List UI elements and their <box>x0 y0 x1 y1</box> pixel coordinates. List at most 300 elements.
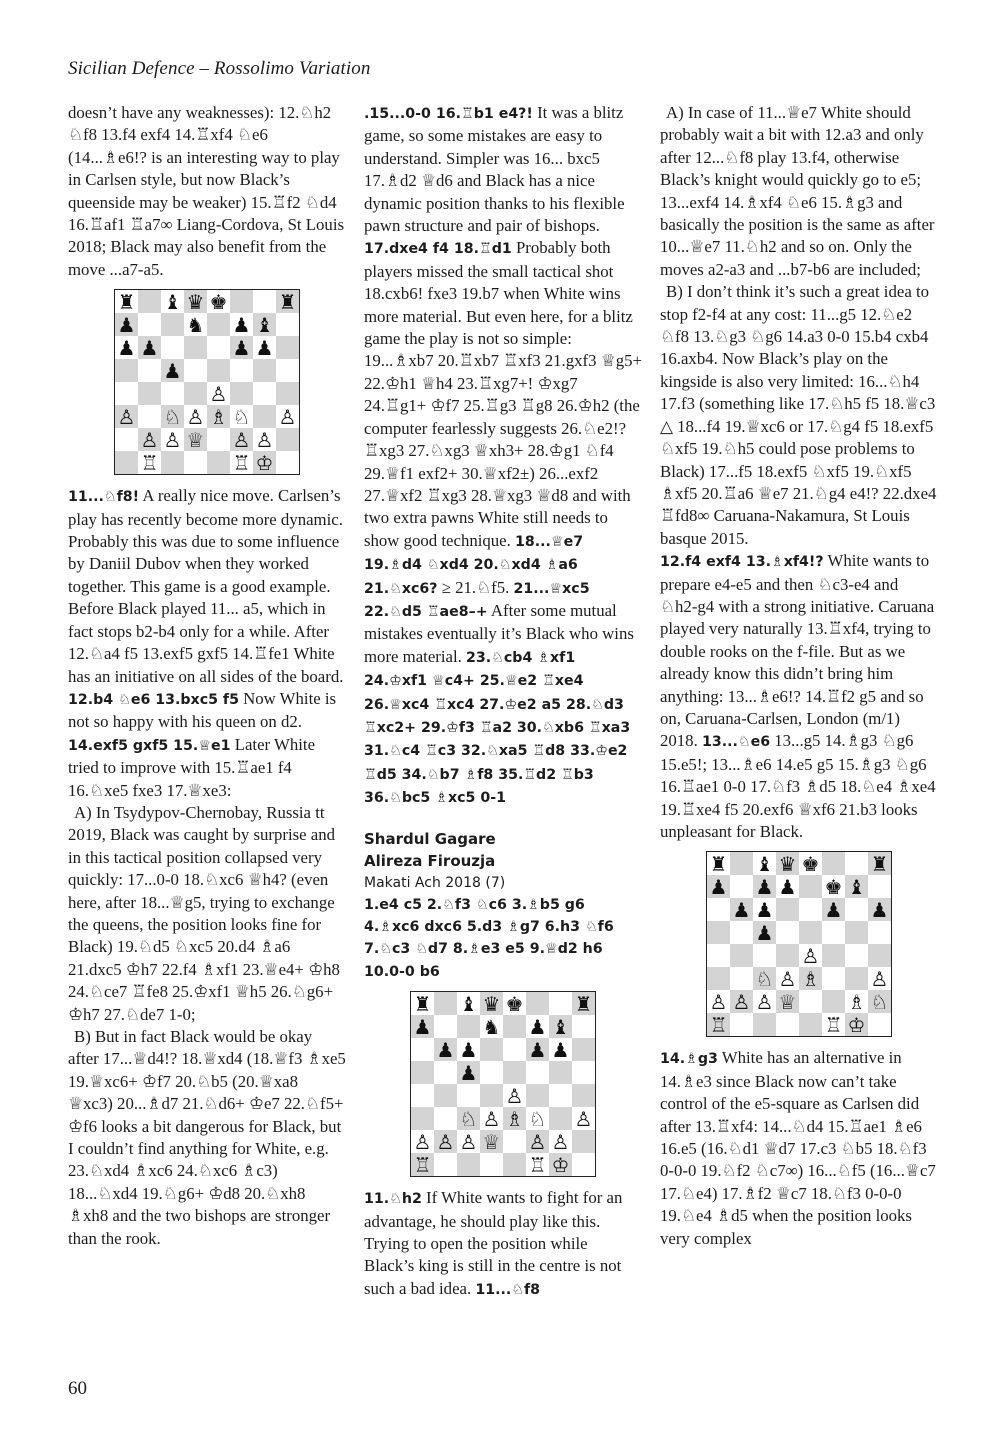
board-square <box>503 1084 526 1107</box>
paragraph <box>68 802 346 1026</box>
board-square <box>480 1107 503 1130</box>
board-square <box>253 428 276 451</box>
board-square <box>207 313 230 336</box>
board-square <box>207 336 230 359</box>
board-square <box>845 990 868 1013</box>
board-square <box>230 382 253 405</box>
board-square <box>572 1153 595 1176</box>
game-player-name: Shardul Gagare <box>364 829 496 848</box>
board-square <box>503 1061 526 1084</box>
board-square <box>799 967 822 990</box>
board-square <box>230 290 253 313</box>
board-square <box>207 405 230 428</box>
black-pawn-icon: ♟ <box>413 1014 432 1039</box>
board-square <box>549 1084 572 1107</box>
white-knight-icon: ♘ <box>163 404 182 429</box>
board-square <box>276 382 299 405</box>
board-square <box>161 290 184 313</box>
commentary-text: It was a blitz game, so some mistakes are easy to understand. Simpler was 16... bxc5 17.♗d2 ♕d6 and Black has a nice dynamic position thanks to his flexible pawn structure and pair of bishops. <box>364 103 625 236</box>
board-square <box>822 898 845 921</box>
board-square <box>411 1061 434 1084</box>
board-square <box>822 921 845 944</box>
paragraph <box>364 102 642 810</box>
white-rook-icon: ♖ <box>528 1152 547 1177</box>
white-pawn-icon: ♙ <box>163 427 182 452</box>
black-pawn-icon: ♟ <box>755 874 774 899</box>
board-square <box>845 921 868 944</box>
black-pawn-icon: ♟ <box>255 335 274 360</box>
white-pawn-icon: ♙ <box>413 1129 432 1154</box>
board-square <box>207 382 230 405</box>
board-square <box>730 875 753 898</box>
white-pawn-icon: ♙ <box>140 427 159 452</box>
white-bishop-icon: ♗ <box>505 1106 524 1131</box>
white-queen-icon: ♕ <box>186 427 205 452</box>
move-notation: 18...♕e7 19.♗d4 ♘xd4 20.♘xd4 ♗a6 21.♘xc6? <box>364 533 584 597</box>
board-square <box>822 967 845 990</box>
black-queen-icon: ♛ <box>778 851 797 876</box>
board-square <box>776 990 799 1013</box>
board-square <box>707 852 730 875</box>
board-square <box>845 967 868 990</box>
black-pawn-icon: ♟ <box>163 358 182 383</box>
chess-board <box>114 289 300 475</box>
board-square <box>503 1015 526 1038</box>
black-pawn-icon: ♟ <box>232 335 251 360</box>
board-square <box>799 990 822 1013</box>
board-square <box>138 382 161 405</box>
white-queen-icon: ♕ <box>778 989 797 1014</box>
black-king-icon: ♚ <box>505 991 524 1016</box>
board-square <box>730 944 753 967</box>
black-rook-icon: ♜ <box>413 991 432 1016</box>
board-square <box>138 336 161 359</box>
board-square <box>707 944 730 967</box>
board-square <box>161 428 184 451</box>
white-knight-icon: ♘ <box>232 404 251 429</box>
board-square <box>753 967 776 990</box>
board-square <box>753 875 776 898</box>
board-square <box>572 1107 595 1130</box>
board-square <box>230 405 253 428</box>
board-square <box>457 1084 480 1107</box>
board-square <box>549 1061 572 1084</box>
board-square <box>707 990 730 1013</box>
board-square <box>161 359 184 382</box>
board-square <box>184 382 207 405</box>
board-square <box>253 290 276 313</box>
black-pawn-icon: ♟ <box>709 874 728 899</box>
board-square <box>457 1061 480 1084</box>
board-square <box>411 1084 434 1107</box>
board-square <box>572 1084 595 1107</box>
white-rook-icon: ♖ <box>413 1152 432 1177</box>
black-pawn-icon: ♟ <box>232 312 251 337</box>
commentary-text: B) But in fact Black would be okay after 17...♕d4!? 18.♕xd4 (18.♕f3 ♗xe5 19.♕xc6+ ♔f7 20.♘b5 (20.♕xa8 ♕xc3) 20...♗d7 21.♘d6+ ♔e7 22.♘f5+ ♔f6 looks a bit dangerous for Black, but I couldn’t find anything for White, e.g. 23.♘xd4 ♗xc6 24.♘xc6 ♗c3) 18...♘xd4 19.♘g6+ ♔d8 20.♘xh8 ♗xh8 and the two bishops are stronger than the rook. <box>68 1027 346 1248</box>
board-square <box>503 1107 526 1130</box>
white-pawn-icon: ♙ <box>232 427 251 452</box>
board-square <box>115 290 138 313</box>
board-square <box>845 1013 868 1036</box>
board-square <box>276 290 299 313</box>
black-pawn-icon: ♟ <box>528 1014 547 1039</box>
board-square <box>549 1038 572 1061</box>
board-square <box>753 1013 776 1036</box>
white-queen-icon: ♕ <box>482 1129 501 1154</box>
board-square <box>138 290 161 313</box>
board-square <box>572 1015 595 1038</box>
black-rook-icon: ♜ <box>117 289 136 314</box>
board-square <box>253 382 276 405</box>
white-rook-icon: ♖ <box>232 450 251 475</box>
move-notation: 12.f4 exf4 13.♗xf4!? <box>660 554 824 571</box>
paragraph <box>660 281 938 550</box>
board-square <box>138 405 161 428</box>
move-notation: 13...♘e6 <box>701 734 771 751</box>
board-square <box>161 313 184 336</box>
game-player-name: Alireza Firouzja <box>364 851 496 870</box>
column-1 <box>68 102 346 1250</box>
board-square <box>434 1130 457 1153</box>
board-square <box>276 405 299 428</box>
chess-diagram <box>364 991 642 1177</box>
board-square <box>184 451 207 474</box>
board-square <box>184 428 207 451</box>
black-rook-icon: ♜ <box>278 289 297 314</box>
black-knight-icon: ♞ <box>482 1014 501 1039</box>
board-square <box>776 1013 799 1036</box>
board-square <box>822 990 845 1013</box>
board-square <box>411 1015 434 1038</box>
board-square <box>799 875 822 898</box>
board-square <box>230 428 253 451</box>
board-square <box>253 359 276 382</box>
board-square <box>207 428 230 451</box>
chess-diagram <box>660 851 938 1037</box>
board-square <box>822 852 845 875</box>
board-square <box>457 1038 480 1061</box>
black-pawn-icon: ♟ <box>870 897 889 922</box>
black-bishop-icon: ♝ <box>163 289 182 314</box>
column-2 <box>364 102 642 1301</box>
black-king-icon: ♚ <box>824 874 843 899</box>
white-pawn-icon: ♙ <box>255 427 274 452</box>
chess-board <box>706 851 892 1037</box>
move-notation: 11...♘f8 <box>475 1281 541 1298</box>
board-square <box>776 898 799 921</box>
white-pawn-icon: ♙ <box>117 404 136 429</box>
board-square <box>776 875 799 898</box>
board-square <box>707 967 730 990</box>
board-square <box>434 1015 457 1038</box>
commentary-text: Later White tried to improve with 15.♖ae1 f4 16.♘xe5 fxe3 17.♕xe3: <box>68 734 316 800</box>
board-square <box>480 1038 503 1061</box>
paragraph <box>68 1026 346 1250</box>
board-square <box>276 313 299 336</box>
move-notation: 11...♘f8! <box>68 489 140 506</box>
black-pawn-icon: ♟ <box>117 335 136 360</box>
black-rook-icon: ♜ <box>574 991 593 1016</box>
white-bishop-icon: ♗ <box>801 966 820 991</box>
board-square <box>434 1038 457 1061</box>
black-bishop-icon: ♝ <box>847 874 866 899</box>
game-moves: 1.e4 c5 2.♘f3 ♘c6 3.♗b5 g6 4.♗xc6 dxc6 5.d3 ♗g7 6.h3 ♘f6 7.♘c3 ♘d7 8.♗e3 e5 9.♕d2 h6 10.0-0 b6 <box>364 896 614 980</box>
board-square <box>753 852 776 875</box>
board-square <box>276 359 299 382</box>
board-square <box>115 405 138 428</box>
running-head: Sicilian Defence – Rossolimo Variation <box>68 58 371 79</box>
board-square <box>276 451 299 474</box>
white-pawn-icon: ♙ <box>459 1129 478 1154</box>
board-square <box>184 405 207 428</box>
board-square <box>434 1107 457 1130</box>
board-square <box>526 992 549 1015</box>
black-bishop-icon: ♝ <box>459 991 478 1016</box>
board-square <box>572 1061 595 1084</box>
board-square <box>776 921 799 944</box>
commentary-text: A) In Tsydypov-Chernobay, Russia tt 2019, Black was caught by surprise and in this tactical position collapsed very quickly: 17...0-0 18.♘xc6 ♕h4? (even here, after 18...♕g5, trying to exchange the queens, the position looks fine for Black) 19.♘d5 ♘xc5 20.d4 ♗a6 21.dxc5 ♔h7 22.f4 ♗xf1 23.♕e4+ ♔h8 24.♘ce7 ♖fe8 25.♔xf1 ♕h5 26.♘g6+ ♔h7 27.♘de7 1-0; <box>68 802 340 1024</box>
board-square <box>138 313 161 336</box>
board-square <box>845 944 868 967</box>
commentary-text: If White wants to fight for an advantage, he should play like this. Trying to open the position while Black’s king is still in the centre is not such a bad idea. <box>364 1188 623 1298</box>
black-pawn-icon: ♟ <box>436 1037 455 1062</box>
board-square <box>753 898 776 921</box>
board-square <box>868 898 891 921</box>
board-square <box>276 336 299 359</box>
board-square <box>253 405 276 428</box>
black-pawn-icon: ♟ <box>117 312 136 337</box>
board-square <box>549 1015 572 1038</box>
board-square <box>526 1015 549 1038</box>
board-square <box>707 1013 730 1036</box>
black-bishop-icon: ♝ <box>255 312 274 337</box>
board-square <box>138 451 161 474</box>
board-square <box>411 1038 434 1061</box>
board-square <box>253 451 276 474</box>
board-square <box>572 1038 595 1061</box>
move-notation: 11.♘h2 <box>364 1191 422 1208</box>
white-pawn-icon: ♙ <box>870 966 889 991</box>
board-square <box>184 359 207 382</box>
move-notation: 14.♗g3 <box>660 1051 718 1068</box>
board-square <box>184 290 207 313</box>
white-bishop-icon: ♗ <box>209 404 228 429</box>
board-square <box>480 1061 503 1084</box>
board-square <box>799 898 822 921</box>
paragraph <box>68 485 346 802</box>
black-queen-icon: ♛ <box>186 289 205 314</box>
black-pawn-icon: ♟ <box>755 897 774 922</box>
black-pawn-icon: ♟ <box>551 1037 570 1062</box>
board-square <box>480 1130 503 1153</box>
white-knight-icon: ♘ <box>870 989 889 1014</box>
board-square <box>822 875 845 898</box>
board-square <box>822 944 845 967</box>
board-square <box>115 451 138 474</box>
black-pawn-icon: ♟ <box>824 897 843 922</box>
black-pawn-icon: ♟ <box>778 874 797 899</box>
move-notation: 12.b4 ♘e6 13.bxc5 f5 <box>68 691 239 708</box>
board-square <box>411 1153 434 1176</box>
board-square <box>549 1107 572 1130</box>
black-rook-icon: ♜ <box>709 851 728 876</box>
board-square <box>411 992 434 1015</box>
board-square <box>549 1130 572 1153</box>
black-pawn-icon: ♟ <box>459 1037 478 1062</box>
white-pawn-icon: ♙ <box>505 1083 524 1108</box>
board-square <box>730 967 753 990</box>
board-square <box>526 1107 549 1130</box>
board-square <box>868 1013 891 1036</box>
board-square <box>730 852 753 875</box>
board-square <box>526 1061 549 1084</box>
board-square <box>434 1153 457 1176</box>
board-square <box>549 1153 572 1176</box>
board-square <box>776 852 799 875</box>
commentary-text: Probably both players missed the small tactical shot 18.cxb6! fxe3 19.b7 when White wins more material. But even here, for a blitz game the play is not so simple: 19...♗xb7 20.♖xb7 ♖xf3 21.gxf3 ♕g5+ 22.♔h1 ♕h4 23.♖xg7+! ♔xg7 24.♖g1+ ♔f7 25.♖g3 ♖g8 26.♔h2 (the computer fearlessly suggests 26.♘e2!? ♖xg3 27.♘xg3 ♕xh3+ 28.♔g1 ♘f4 29.♕f1 exf2+ 30.♕xf2±) 26...exf2 27.♕xf2 ♖xg3 28.♕xg3 ♕d8 and with two extra pawns White still needs to show good technique. <box>364 238 642 550</box>
board-square <box>253 336 276 359</box>
white-rook-icon: ♖ <box>140 450 159 475</box>
commentary-text: ≥ 21.♘f5. <box>437 577 514 597</box>
black-king-icon: ♚ <box>209 289 228 314</box>
board-square <box>230 451 253 474</box>
board-square <box>707 875 730 898</box>
board-square <box>503 1130 526 1153</box>
column-3 <box>660 102 938 1250</box>
board-square <box>161 336 184 359</box>
board-square <box>207 359 230 382</box>
move-notation: 14.exf5 gxf5 15.♕e1 <box>68 737 231 754</box>
board-square <box>480 1153 503 1176</box>
commentary-text: B) I don’t think it’s such a great idea to stop f2-f4 at any cost: 11...g5 12.♘e2 ♘f8 13.♘g3 ♘g6 14.a3 0-0 15.b4 cxb4 16.axb4. Now Black’s play on the kingside is also very limited: 16...♘h4 17.f3 (something like 17.♘h5 f5 18.♕c3 △ 18...f4 19.♕xc6 or 17.♘g4 f5 18.exf5 ♘xf5 19.♘h5 could pose problems to Black) 17...f5 18.exf5 ♘xf5 19.♘xf5 ♗xf5 20.♖a6 ♕e7 21.♘g4 e4!? 22.dxe4 ♖fd8∞ Caruana-Nakamura, St Louis basque 2015. <box>660 282 937 548</box>
white-king-icon: ♔ <box>847 1012 866 1037</box>
board-square <box>776 967 799 990</box>
chess-diagram <box>68 289 346 475</box>
white-pawn-icon: ♙ <box>528 1129 547 1154</box>
board-square <box>184 313 207 336</box>
white-pawn-icon: ♙ <box>801 943 820 968</box>
board-square <box>207 290 230 313</box>
board-square <box>730 921 753 944</box>
board-square <box>115 313 138 336</box>
paragraph <box>660 1047 938 1250</box>
board-square <box>707 921 730 944</box>
white-pawn-icon: ♙ <box>482 1106 501 1131</box>
black-bishop-icon: ♝ <box>551 1014 570 1039</box>
board-square <box>753 990 776 1013</box>
black-pawn-icon: ♟ <box>528 1037 547 1062</box>
board-square <box>457 1130 480 1153</box>
board-square <box>457 1015 480 1038</box>
board-square <box>457 1153 480 1176</box>
white-knight-icon: ♘ <box>459 1106 478 1131</box>
board-square <box>480 992 503 1015</box>
move-notation: 23.♘cb4 ♗xf1 24.♔xf1 ♕c4+ 25.♕e2 ♖xe4 26.♕xc4 ♖xc4 27.♔e2 a5 28.♘d3 ♖xc2+ 29.♔f3 ♖a2 30.♘xb6 ♖xa3 31.♘c4 ♖c3 32.♘xa5 ♖d8 33.♔e2 ♖d5 34.♘b7 ♗f8 35.♖d2 ♖b3 36.♘bc5 ♗xc5 0-1 <box>364 649 631 807</box>
board-square <box>115 382 138 405</box>
game-event: Makati Ach 2018 (7) <box>364 874 506 891</box>
board-square <box>207 451 230 474</box>
white-pawn-icon: ♙ <box>551 1129 570 1154</box>
board-square <box>503 1153 526 1176</box>
black-pawn-icon: ♟ <box>140 335 159 360</box>
white-pawn-icon: ♙ <box>778 966 797 991</box>
paragraph <box>68 102 346 281</box>
board-square <box>868 921 891 944</box>
commentary-text: 13...g5 14.♗g3 ♘g6 15.e5!; 13...♗e6 14.e5 g5 15.♗g3 ♘g6 16.♖ae1 0-0 17.♘f3 ♗d5 18.♘e4 ♗xe4 19.♖xe4 f5 20.exf6 ♕xf6 21.b3 looks unpleasant for Black. <box>660 731 936 841</box>
board-square <box>480 1015 503 1038</box>
board-square <box>503 992 526 1015</box>
paragraph <box>660 102 938 281</box>
white-pawn-icon: ♙ <box>574 1106 593 1131</box>
board-square <box>457 992 480 1015</box>
white-pawn-icon: ♙ <box>209 381 228 406</box>
commentary-text: After some mutual mistakes eventually it’s Black who wins more material. <box>364 600 634 666</box>
board-square <box>845 852 868 875</box>
board-square <box>184 336 207 359</box>
paragraph <box>660 550 938 843</box>
board-square <box>138 428 161 451</box>
white-pawn-icon: ♙ <box>709 989 728 1014</box>
board-square <box>434 1084 457 1107</box>
board-square <box>161 405 184 428</box>
board-square <box>480 1084 503 1107</box>
board-square <box>799 944 822 967</box>
board-square <box>572 1130 595 1153</box>
board-square <box>868 944 891 967</box>
board-square <box>868 990 891 1013</box>
black-knight-icon: ♞ <box>186 312 205 337</box>
commentary-text: A) In case of 11...♕e7 White should probably wait a bit with 12.a3 and only after 12...♘f8 play 13.f4, otherwise Black’s knight would quickly go to e5; 13...exf4 14.♗xf4 ♘e6 15.♗g3 and basically the position is the same as after 10...♕e7 11.♘h2 and so on. Only the moves a2-a3 and ...b7-b6 are included; <box>660 103 935 279</box>
board-square <box>138 359 161 382</box>
black-king-icon: ♚ <box>801 851 820 876</box>
board-square <box>730 990 753 1013</box>
board-square <box>411 1130 434 1153</box>
board-square <box>161 382 184 405</box>
board-square <box>845 898 868 921</box>
commentary-text: Now White is not so happy with his queen on d2. <box>68 688 337 732</box>
board-square <box>526 1153 549 1176</box>
black-bishop-icon: ♝ <box>755 851 774 876</box>
board-square <box>799 1013 822 1036</box>
board-square <box>253 313 276 336</box>
board-square <box>276 428 299 451</box>
board-square <box>230 313 253 336</box>
board-square <box>115 359 138 382</box>
board-square <box>115 336 138 359</box>
black-pawn-icon: ♟ <box>755 920 774 945</box>
black-pawn-icon: ♟ <box>732 897 751 922</box>
white-bishop-icon: ♗ <box>847 989 866 1014</box>
black-rook-icon: ♜ <box>870 851 889 876</box>
move-notation: 21...♕xc5 22.♘d5 ♖ae8–+ <box>364 580 590 620</box>
board-square <box>707 898 730 921</box>
board-square <box>822 1013 845 1036</box>
white-king-icon: ♔ <box>551 1152 570 1177</box>
white-king-icon: ♔ <box>255 450 274 475</box>
board-square <box>434 992 457 1015</box>
black-queen-icon: ♛ <box>482 991 501 1016</box>
white-knight-icon: ♘ <box>755 966 774 991</box>
board-square <box>457 1107 480 1130</box>
board-square <box>868 875 891 898</box>
board-square <box>776 944 799 967</box>
white-pawn-icon: ♙ <box>278 404 297 429</box>
white-knight-icon: ♘ <box>528 1106 547 1131</box>
board-square <box>115 428 138 451</box>
commentary-text: doesn’t have any weaknesses): 12.♘h2 ♘f8 13.f4 exf4 14.♖xf4 ♘e6 (14...♗e6!? is an interesting way to play in Carlsen style, but now Black’s queenside may be weaker) 15.♖f2 ♘d4 16.♖af1 ♖a7∞ Liang-Cordova, St Louis 2018; Black may also benefit from the move ...a7-a5. <box>68 103 345 279</box>
board-square <box>799 852 822 875</box>
board-square <box>549 992 572 1015</box>
